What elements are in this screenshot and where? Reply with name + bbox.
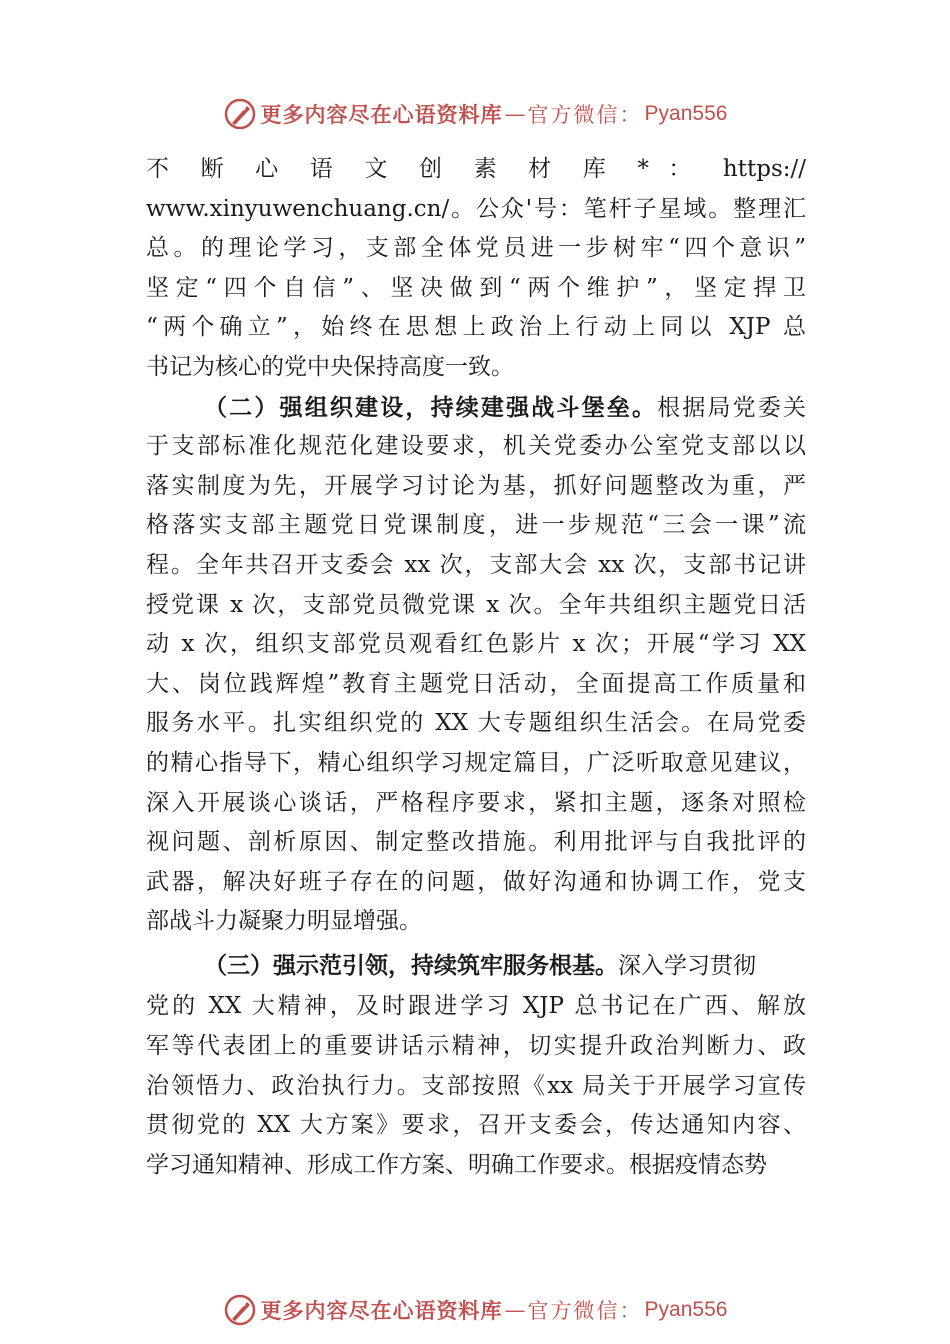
paragraph-first-line: [146, 946, 806, 986]
text-line: 服务水平。扎实组织党的 XX 大专题组织生活会。在局党委: [146, 710, 806, 737]
pen-logo-icon: [223, 1293, 257, 1327]
banner-title: 更多内容尽在心语资料库: [260, 1298, 503, 1323]
banner-title: 更多内容尽在心语资料库: [260, 102, 503, 127]
text-line: 不 断 心 语 文 创 素 材 库 * ： https://: [146, 156, 806, 182]
text-line: www.xinyuwenchuang.cn/。公众'号：笔杆子星域。整理汇: [146, 195, 806, 222]
text-line: 军等代表团上的重要讲话示精神，切实提升政治判断力、政: [146, 1033, 806, 1060]
text-line: 动 x 次，组织支部党员观看红色影片 x 次；开展“学习 XX: [146, 631, 806, 658]
text-line: 治领悟力、政治执行力。支部按照《xx 局关于开展学习宣传: [146, 1072, 806, 1099]
text-line: “两个确立”，始终在思想上政治上行动上同以 XJP 总: [146, 314, 806, 341]
text-line: 学习通知精神、形成工作方案、明确工作要求。根据疫情态势: [146, 1151, 767, 1178]
text-line: 程。全年共召开支委会 xx 次，支部大会 xx 次，支部书记讲: [146, 551, 806, 578]
header-banner: [0, 94, 950, 134]
text-line: 书记为核心的党中央保持高度一致。: [146, 353, 514, 380]
text-line: 授党课 x 次，支部党员微党课 x 次。全年共组织主题党日活: [146, 591, 806, 618]
section-heading-2: （二）强组织建设，持续建强战斗堡垒。: [204, 393, 658, 421]
banner-wechat-id: Pyan556: [644, 1298, 728, 1321]
banner-official-label: 官方微信：: [527, 103, 643, 127]
text-line: 于支部标准化规范化建设要求，机关党委办公室党支部以以: [146, 433, 806, 460]
paragraph-2: [146, 388, 806, 942]
text-line: 格落实支部主题党日党课制度，进一步规范“三会一课”流: [146, 512, 806, 539]
footer-banner: [0, 1290, 950, 1330]
paragraph-first-line: [146, 388, 806, 428]
document-body: [146, 150, 806, 1185]
text-line: 武器，解决好班子存在的问题，做好沟通和协调工作，党支: [146, 868, 806, 895]
pen-logo-icon: [223, 97, 257, 131]
text-line: 党的 XX 大精神，及时跟进学习 XJP 总书记在广西、解放: [146, 993, 806, 1020]
text-line: 贯彻党的 XX 大方案》要求，召开支委会，传达通知内容、: [146, 1112, 806, 1139]
text-line: 的精心指导下，精心组织学习规定篇目，广泛听取意见建议，: [146, 749, 806, 776]
text-line: 落实制度为先，开展学习讨论为基，抓好问题整改为重，严: [146, 472, 806, 499]
paragraph-text: 根据局党委关: [657, 394, 807, 421]
text-line: 大、岗位践辉煌”教育主题党日活动，全面提高工作质量和: [146, 670, 806, 697]
text-line: 总。的理论学习，支部全体党员进一步树牢“四个意识”: [146, 235, 806, 262]
text-line: 视问题、剖析原因、制定整改措施。利用批评与自我批评的: [146, 829, 806, 856]
paragraph-1: [146, 150, 806, 388]
section-heading-3: （三）强示范引领，持续筑牢服务根基。: [204, 951, 618, 979]
banner-dash: —: [504, 102, 526, 126]
text-line: 部战斗力凝聚力明显增强。: [146, 908, 422, 935]
text-line: 深入开展谈心谈话，严格程序要求，紧扣主题，逐条对照检: [146, 789, 806, 816]
banner-official-label: 官方微信：: [527, 1299, 643, 1323]
paragraph-text: 深入学习贯彻: [618, 952, 756, 979]
text-line: 坚定“四个自信”、坚决做到“两个维护”，坚定捍卫: [146, 274, 806, 301]
paragraph-3: [146, 946, 806, 1186]
banner-wechat-id: Pyan556: [644, 102, 728, 125]
banner-dash: —: [504, 1298, 526, 1322]
